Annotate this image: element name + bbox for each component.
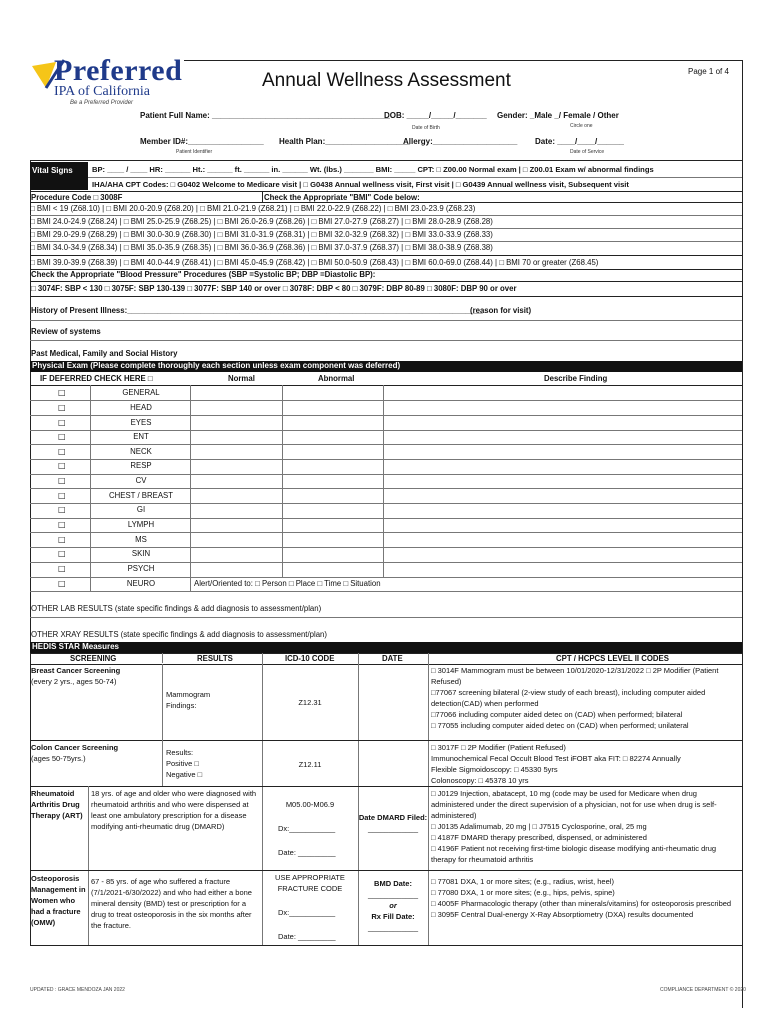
deferred-checkbox[interactable]: □ xyxy=(58,579,66,588)
physical-exam-band: Physical Exam (Please complete thoroughly each section unless exam component was deferred) xyxy=(30,361,742,372)
pe-item: NECK xyxy=(130,447,152,456)
col-date: DATE xyxy=(382,654,403,663)
footer-updated: UPDATED : GRACE MENDOZA JAN 2022 xyxy=(30,987,125,993)
ra-title: Rheumatoid Arthritis Drug Therapy (ART) xyxy=(31,789,83,820)
pe-item: CV xyxy=(135,476,147,485)
deferred-label[interactable]: IF DEFERRED CHECK HERE □ xyxy=(40,374,153,383)
deferred-checkbox[interactable]: □ xyxy=(58,418,66,427)
pe-item: HEAD xyxy=(130,403,152,412)
col-screening: SCREENING xyxy=(70,654,117,663)
deferred-checkbox[interactable]: □ xyxy=(58,388,66,397)
bmi-row[interactable]: □ BMI < 19 (Z68.10) | □ BMI 20.0-20.9 (Z68.20) | □ BMI 21.0-21.9 (Z68.21) | □ BMI 22.0-22.9 (Z68.22) | □ BMI 23.0-23.9 (Z68.23) xyxy=(30,204,476,213)
ra-description: 18 yrs. of age and older who were diagnosed with rheumatoid arthritis and who were dispensed at least one ambulatory prescription for a disease modifying anti-rheumatic drug (DMARD) xyxy=(91,789,257,831)
logo-tagline: Be a Preferred Provider xyxy=(70,100,134,106)
colon-results[interactable]: Results: Positive □ Negative □ xyxy=(166,748,203,779)
gender-caption: Circle one xyxy=(570,123,593,129)
date-caption: Date of Service xyxy=(570,149,605,155)
member-caption: Patient Identifier xyxy=(176,149,213,155)
colon-cpt[interactable]: □ 3017F □ 2P Modifier (Patient Refused) Immunochemical Fecal Occult Blood Test iFOBT aka FIT: □ 82274 Annually Flexible Sigmoidoscopy: □ 45330 5yrs Colonoscopy: □ 45378 10 yrs xyxy=(431,743,681,785)
col-cpt: CPT / HCPCS LEVEL II CODES xyxy=(556,654,669,663)
bp-header: Check the Appropriate "Blood Pressure" Procedures (SBP =Systolic BP; DBP =Diastolic BP): xyxy=(31,270,376,279)
iha-codes[interactable]: IHA/AHA CPT Codes: □ G0402 Welcome to Medicare visit | □ G0438 Annual wellness visit, First visit | □ G0439 Annual wellness visit, Subsequent visit xyxy=(92,180,629,189)
colon-icd: Z12.11 xyxy=(298,760,322,769)
ra-dmard-date[interactable]: Date DMARD Filed: ____________ xyxy=(358,813,428,833)
pe-item: MS xyxy=(135,535,147,544)
pe-item: PSYCH xyxy=(127,564,155,573)
footer-compliance: COMPLIANCE DEPARTMENT © 2020 xyxy=(660,987,746,993)
bmi-row[interactable]: □ BMI 34.0-34.9 (Z68.34) | □ BMI 35.0-35.9 (Z68.35) | □ BMI 36.0-36.9 (Z68.36) | □ BMI 37.0-37.9 (Z68.37) | □ BMI 38.0-38.9 (Z68.38) xyxy=(30,243,493,252)
vitals-line[interactable]: BP: ____ / ____ HR: ______ Ht.: ______ ft. ______ in. ______ Wt. (lbs.) _______ BMI: _____ CPT: □ Z00.00 Normal exam | □ Z00.01 Exam w/ abnormal findings xyxy=(92,165,654,174)
neuro-orientation[interactable]: Alert/Oriented to: □ Person □ Place □ Time □ Situation xyxy=(194,579,381,588)
bmi-row[interactable]: □ BMI 29.0-29.9 (Z68.29) | □ BMI 30.0-30.9 (Z68.30) | □ BMI 31.0-31.9 (Z68.31) | □ BMI 32.0-32.9 (Z68.32) | □ BMI 33.0-33.9 (Z68.33) xyxy=(30,230,493,239)
col-results: RESULTS xyxy=(197,654,233,663)
ra-date-field[interactable]: Date: _________ xyxy=(278,848,336,857)
allergy-field[interactable]: Allergy:___________________ xyxy=(403,137,518,146)
pe-item: LYMPH xyxy=(127,520,155,529)
osteo-icd: USE APPROPRIATE FRACTURE CODE xyxy=(275,873,345,893)
col-icd: ICD-10 CODE xyxy=(285,654,335,663)
pe-item: NEURO xyxy=(126,579,156,588)
gender-field[interactable]: Gender: _Male _/ Female / Other xyxy=(497,111,619,120)
osteo-description: 67 - 85 yrs. of age who suffered a fracture (7/1/2021-6/30/2022) and who had either a bone mineral density (BMD) test or prescription for a drug to treat osteoporosis in the six months after the fracture. xyxy=(91,877,252,930)
pe-item: GI xyxy=(136,505,146,514)
deferred-checkbox[interactable]: □ xyxy=(58,535,66,544)
health-plan-field[interactable]: Health Plan:___________________ xyxy=(279,137,410,146)
procedure-code[interactable]: Procedure Code □ 3008F xyxy=(31,193,123,202)
page-number: Page 1 of 4 xyxy=(688,67,729,76)
mammogram-findings[interactable]: Mammogram Findings: xyxy=(166,690,211,710)
pe-item: RESP xyxy=(130,461,152,470)
osteo-title: Osteoporosis Management in Women who had a fracture (OMW) xyxy=(31,874,86,927)
pe-item: GENERAL xyxy=(122,388,160,397)
osteo-bmd-date[interactable]: BMD Date: ____________ or Rx Fill Date: ____________ xyxy=(367,879,419,932)
logo xyxy=(30,54,183,108)
logo-sub: IPA of California xyxy=(54,84,150,99)
other-xray-results[interactable]: OTHER XRAY RESULTS (state specific findings & add diagnosis to assessment/plan) xyxy=(31,630,327,639)
pe-item: CHEST / BREAST xyxy=(109,491,173,500)
deferred-checkbox[interactable]: □ xyxy=(58,476,66,485)
deferred-checkbox[interactable]: □ xyxy=(58,520,66,529)
patient-name-field[interactable]: Patient Full Name: ________________________________________ xyxy=(140,111,390,120)
breast-cpt[interactable]: □ 3014F Mammogram must be between 10/01/2020-12/31/2022 □ 2P Modifier (Patient Refused) □77067 screening bilateral (2-view study of each breast), including computer aided detection(CAD) when performed □77066 including computer aided detec on (CAD) when performed; bilateral □ 77055 including computer aided detec on (CAD) when performed; unilateral xyxy=(431,666,719,730)
vital-signs-band: Vital Signs xyxy=(30,162,88,190)
date-field[interactable]: Date: ____/____/______ xyxy=(535,137,624,146)
deferred-checkbox[interactable]: □ xyxy=(58,491,66,500)
past-history[interactable]: Past Medical, Family and Social History xyxy=(31,349,178,358)
deferred-checkbox[interactable]: □ xyxy=(58,549,66,558)
logo-name: Preferred xyxy=(54,54,183,87)
bmi-row[interactable]: □ BMI 24.0-24.9 (Z68.24) | □ BMI 25.0-25.9 (Z68.25) | □ BMI 26.0-26.9 (Z68.26) | □ BMI 27.0-27.9 (Z68.27) | □ BMI 28.0-28.9 (Z68.28) xyxy=(30,217,493,226)
dob-field[interactable]: DOB: _____/_____/_______ xyxy=(384,111,487,120)
colon-screening: Colon Cancer Screening (ages 50-75yrs.) xyxy=(31,743,119,763)
pe-item: EYES xyxy=(130,418,152,427)
dob-caption: Date of Birth xyxy=(412,125,440,131)
osteo-cpt[interactable]: □ 77081 DXA, 1 or more sites; (e.g., radius, wrist, heel) □ 77080 DXA, 1 or more sites; (e.g., hips, pelvis, spine) □ 4005F Pharmacologic therapy (other than minerals/vitamins) for osteoporosis prescribed □ 3095F Central Dual-energy X-Ray Absorptiometry (DXA) results documented xyxy=(431,877,732,919)
reason-caption: (reason for visit) xyxy=(470,306,532,315)
deferred-checkbox[interactable]: □ xyxy=(58,461,66,470)
ra-dx-field[interactable]: Dx:___________ xyxy=(278,824,336,833)
bp-codes[interactable]: □ 3074F: SBP < 130 □ 3075F: SBP 130-139 □ 3077F: SBP 140 or over □ 3078F: DBP < 80 □ 3079F: DBP 80-89 □ 3080F: DBP 90 or over xyxy=(31,284,517,293)
other-lab-results[interactable]: OTHER LAB RESULTS (state specific findings & add diagnosis to assessment/plan) xyxy=(31,604,322,613)
deferred-checkbox[interactable]: □ xyxy=(58,505,66,514)
deferred-checkbox[interactable]: □ xyxy=(58,447,66,456)
page-title: Annual Wellness Assessment xyxy=(262,70,511,91)
deferred-checkbox[interactable]: □ xyxy=(58,564,66,573)
osteo-date-field[interactable]: Date: _________ xyxy=(278,932,336,941)
bmi-row[interactable]: □ BMI 39.0-39.9 (Z68.39) | □ BMI 40.0-44.9 (Z68.41) | □ BMI 45.0-45.9 (Z68.42) | □ BMI 50.0-50.9 (Z68.43) | □ BMI 60.0-69.0 (Z68.44) | □ BMI 70 or greater (Z68.45) xyxy=(30,258,599,267)
breast-screening: Breast Cancer Screening (every 2 yrs., ages 50-74) xyxy=(31,666,121,686)
review-of-systems[interactable]: Review of systems xyxy=(31,327,101,336)
ra-icd: M05.00-M06.9 xyxy=(285,800,335,809)
bmi-header: Check the Appropriate "BMI" Code below: xyxy=(264,193,420,202)
history-field[interactable]: History of Present Illness:__________________________________________________________________________________ xyxy=(31,306,483,315)
abnormal-header: Abnormal xyxy=(318,374,355,383)
ra-cpt[interactable]: □ J0129 Injection, abatacept, 10 mg (code may be used for Medicare when drug administered under the direct supervision of a physician, not for use when drug is self-administered) □ J0135 Adalimumab, 20 mg | □ J7515 Cyclosporine, oral, 25 mg □ 4187F DMARD therapy prescribed, dispensed, or administered □ 4196F Patient not receiving first-time biologic disease modifying anti-rheumatic drug therapy for rheumatoid arthritis xyxy=(431,789,717,864)
deferred-checkbox[interactable]: □ xyxy=(58,403,66,412)
member-id-field[interactable]: Member ID#:_________________ xyxy=(140,137,264,146)
breast-icd: Z12.31 xyxy=(298,698,322,707)
describe-header: Describe Finding xyxy=(544,374,608,383)
hedis-band: HEDIS STAR Measures xyxy=(30,642,742,653)
pe-item: SKIN xyxy=(131,549,151,558)
pe-item: ENT xyxy=(133,432,149,441)
deferred-checkbox[interactable]: □ xyxy=(58,432,66,441)
normal-header: Normal xyxy=(228,374,255,383)
osteo-dx-field[interactable]: Dx:___________ xyxy=(278,908,336,917)
